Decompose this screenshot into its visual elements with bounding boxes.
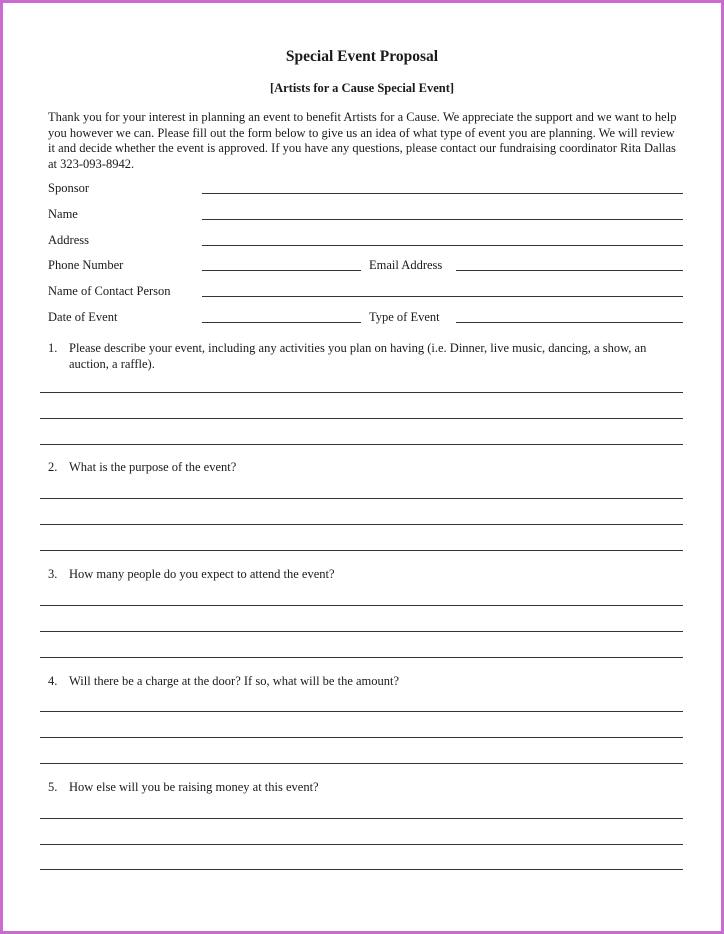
answer-3-line-1[interactable] — [40, 605, 683, 606]
answer-1-line-1[interactable] — [40, 392, 683, 393]
question-2-number: 2. — [48, 460, 58, 474]
date-field[interactable] — [202, 322, 361, 323]
name-field[interactable] — [202, 219, 683, 220]
question-4-text: Will there be a charge at the door? If so, what will be the amount? — [69, 674, 400, 688]
type-field[interactable] — [456, 322, 683, 323]
question-3-number: 3. — [48, 567, 58, 581]
name-label: Name — [48, 207, 78, 221]
intro-paragraph: Thank you for your interest in planning an event to benefit Artists for a Cause. We appreciate the support and we want to help you however we can. Please fill out the form below to give us an idea of what type of event you are planning. We will review it and decide whether the event is approved. If you have any questions, please contact our fundraising coordinator Rita Dallas at 323-093-8942. — [48, 110, 677, 171]
sponsor-field[interactable] — [202, 193, 683, 194]
answer-5-line-3[interactable] — [40, 869, 683, 870]
email-label: Email Address — [369, 258, 443, 272]
sponsor-label: Sponsor — [48, 181, 89, 195]
answer-4-line-1[interactable] — [40, 711, 683, 712]
page-subtitle: [Artists for a Cause Special Event] — [269, 81, 455, 95]
type-label: Type of Event — [369, 310, 440, 324]
question-5-text: How else will you be raising money at this event? — [69, 780, 319, 794]
answer-5-line-1[interactable] — [40, 818, 683, 819]
answer-3-line-3[interactable] — [40, 657, 683, 658]
address-field[interactable] — [202, 245, 683, 246]
question-1-text: Please describe your event, including any activities you plan on having (i.e. Dinner, live music, dancing, a show, an auction, a raffle). — [69, 341, 647, 371]
question-2-text: What is the purpose of the event? — [69, 460, 237, 474]
answer-1-line-2[interactable] — [40, 418, 683, 419]
contact-field[interactable] — [202, 296, 683, 297]
answer-2-line-1[interactable] — [40, 498, 683, 499]
question-4-number: 4. — [48, 674, 58, 688]
phone-field[interactable] — [202, 270, 361, 271]
question-3-text: How many people do you expect to attend the event? — [69, 567, 335, 581]
answer-5-line-2[interactable] — [40, 844, 683, 845]
question-1-number: 1. — [48, 341, 58, 355]
phone-label: Phone Number — [48, 258, 124, 272]
answer-2-line-2[interactable] — [40, 524, 683, 525]
question-5-number: 5. — [48, 780, 58, 794]
contact-label: Name of Contact Person — [48, 284, 171, 298]
date-label: Date of Event — [48, 310, 118, 324]
email-field[interactable] — [456, 270, 683, 271]
answer-1-line-3[interactable] — [40, 444, 683, 445]
answer-4-line-3[interactable] — [40, 763, 683, 764]
answer-3-line-2[interactable] — [40, 631, 683, 632]
answer-4-line-2[interactable] — [40, 737, 683, 738]
page-title: Special Event Proposal — [285, 48, 439, 65]
address-label: Address — [48, 233, 89, 247]
answer-2-line-3[interactable] — [40, 550, 683, 551]
